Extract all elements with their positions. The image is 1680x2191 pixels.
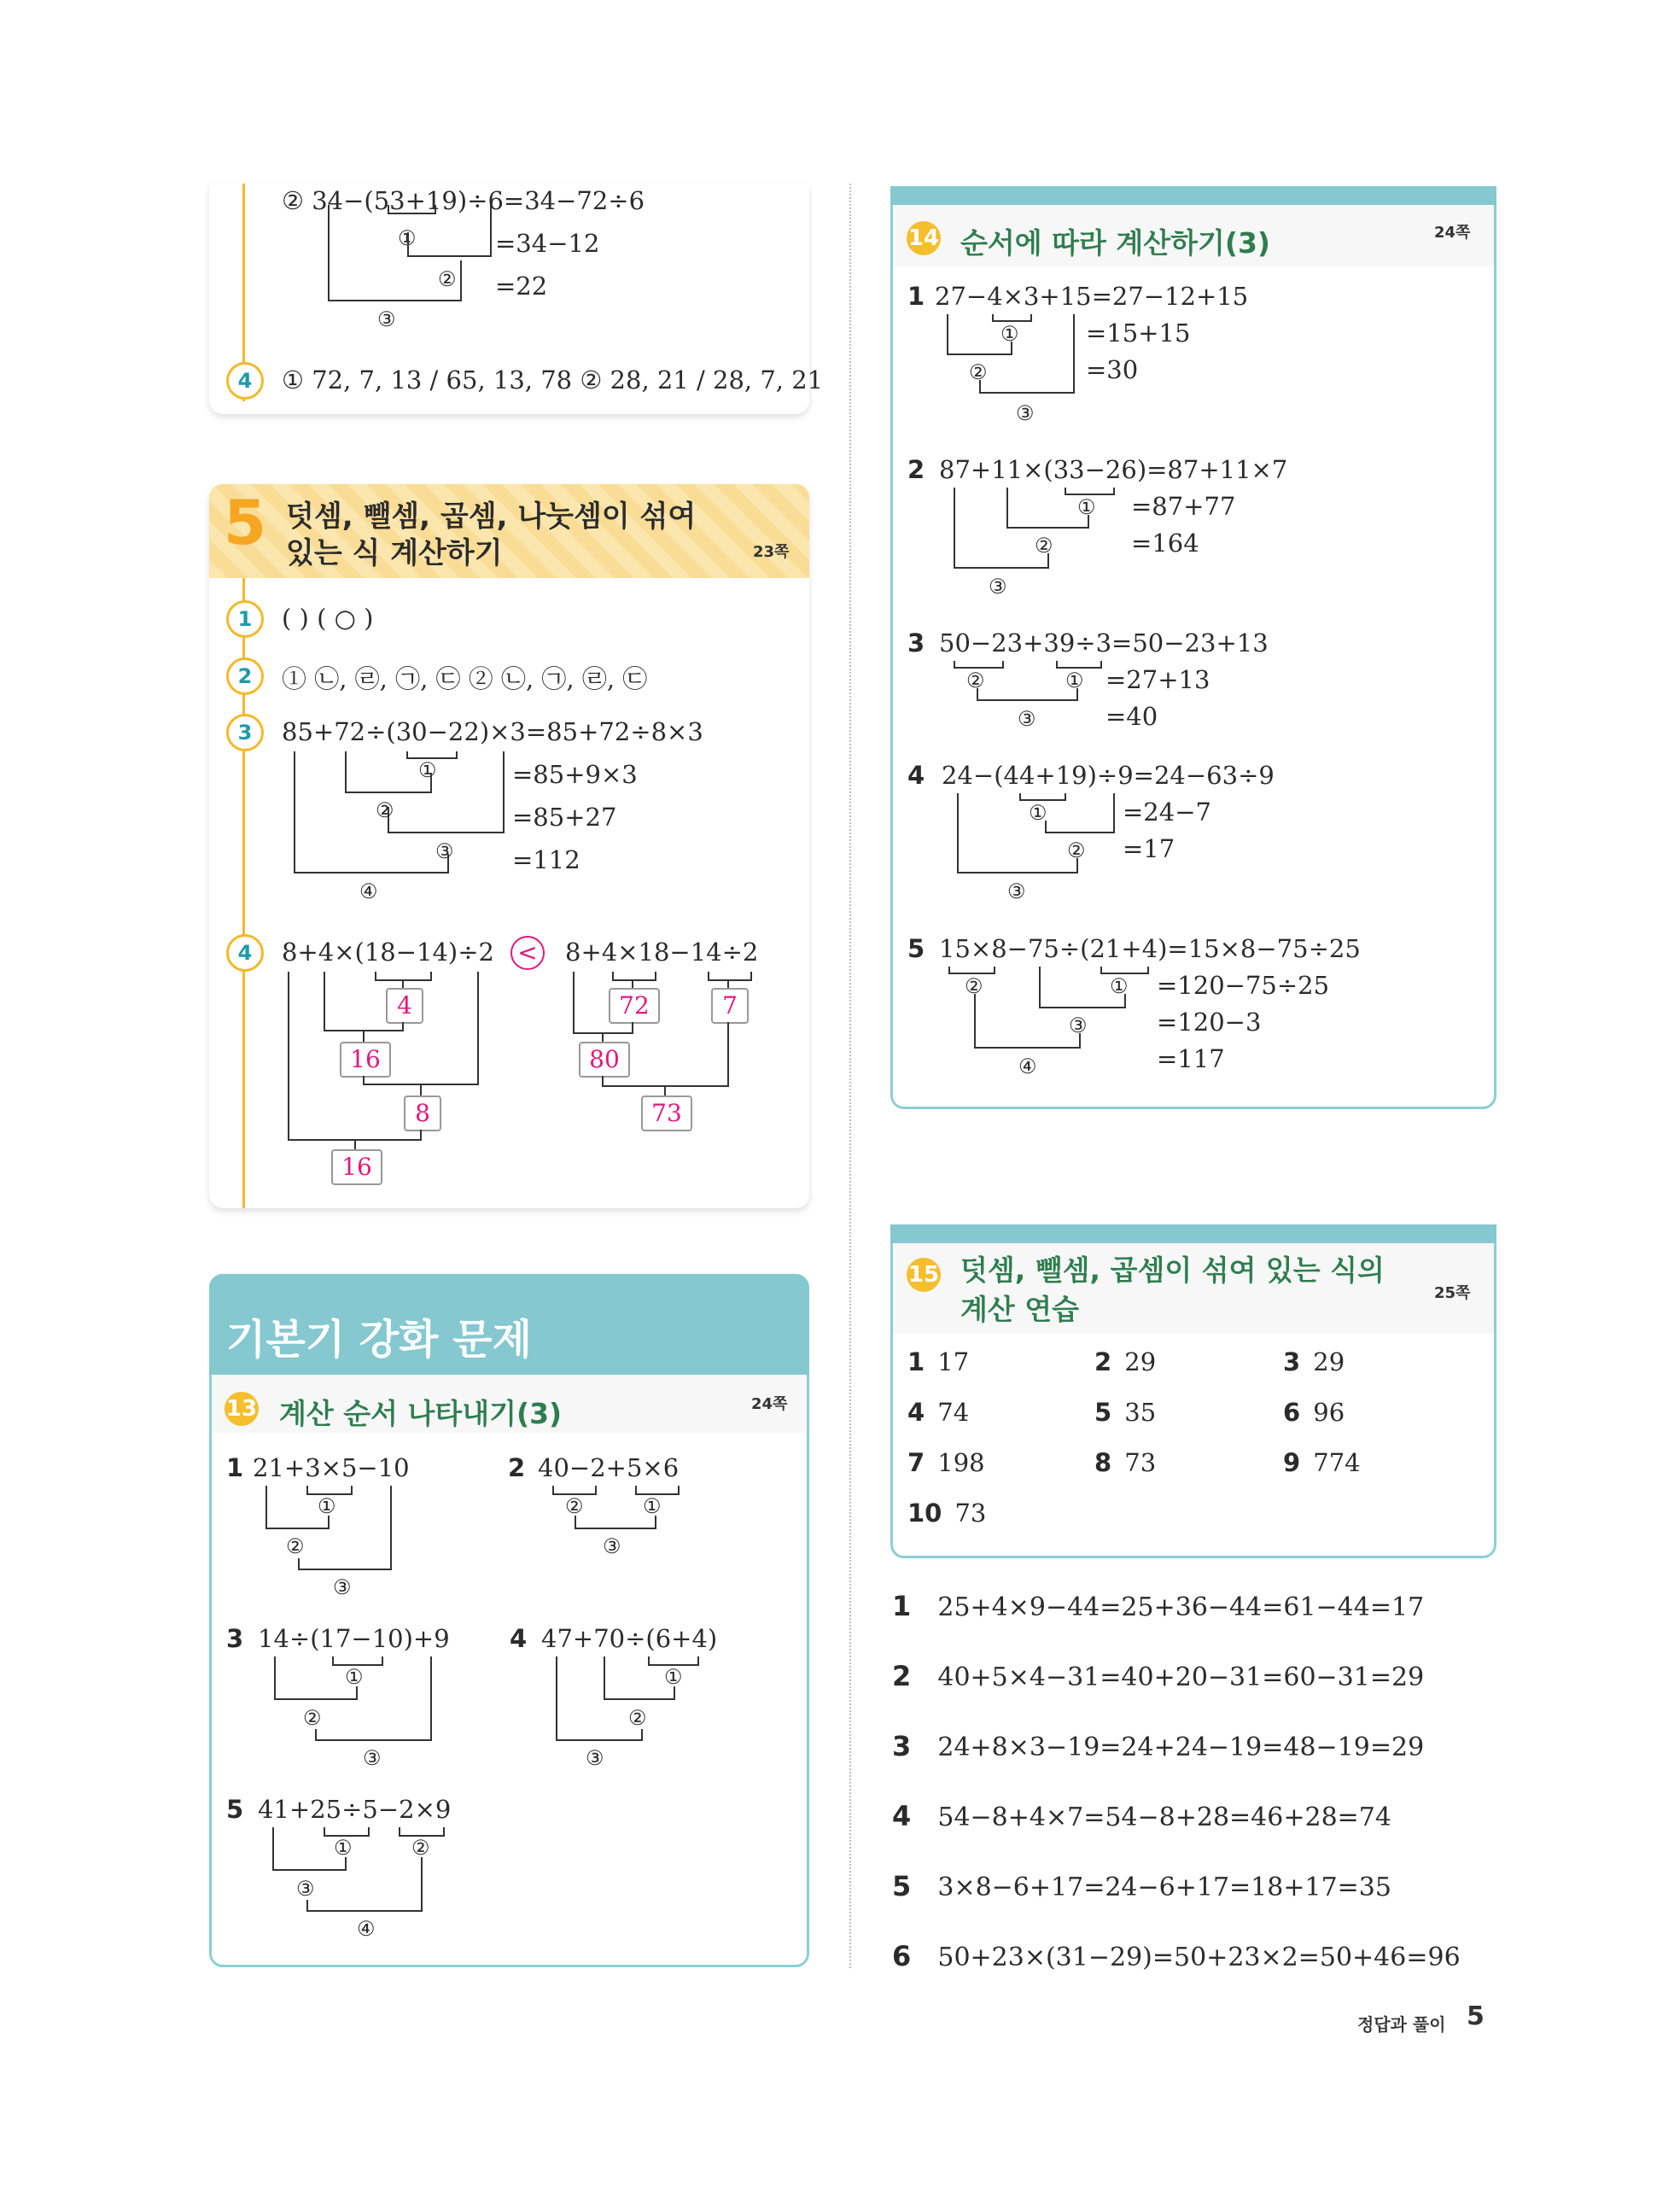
q4-right-expression: 8+4×18−14÷2: [565, 938, 759, 967]
q4-left-expression: 8+4×(18−14)÷2: [282, 938, 494, 967]
page-ref: 24쪽: [751, 1395, 788, 1413]
problem-number: 4: [510, 1624, 528, 1653]
order-mark: ①: [643, 1494, 662, 1518]
solution-number: 3: [892, 1730, 912, 1762]
problem-equation: 14÷(17−10)+9: [258, 1624, 450, 1653]
order-mark: ③: [586, 1746, 604, 1770]
answer-number: 7: [907, 1448, 925, 1477]
answer-box: 16: [331, 1149, 382, 1185]
order-mark: ③: [296, 1877, 315, 1901]
solution-equation: 24+8×3−19=24+24−19=48−19=29: [937, 1732, 1425, 1762]
step: =34−12: [495, 229, 600, 258]
problem-equation: 47+70÷(6+4): [541, 1624, 718, 1653]
page-ref: 24쪽: [1434, 224, 1471, 242]
answer-box: 72: [609, 988, 660, 1024]
solution-row: [892, 1660, 1424, 1692]
order-mark: ①: [398, 226, 417, 250]
order-mark: ③: [1007, 879, 1026, 903]
order-mark: ④: [1018, 1055, 1037, 1078]
problem-number: 2: [508, 1453, 526, 1482]
item-number-badge: 1: [226, 600, 264, 638]
step: =85+27: [512, 803, 617, 832]
section5-card: [209, 484, 809, 1208]
solution-equation: 25+4×9−44=25+36−44=61−44=17: [937, 1592, 1425, 1622]
answer-number: 5: [1094, 1398, 1112, 1427]
item-number: 1: [907, 282, 925, 311]
solution-equation: 54−8+4×7=54−8+28=46+28=74: [937, 1802, 1391, 1832]
item-number: 5: [907, 934, 925, 963]
section-number-badge: 14: [907, 221, 941, 255]
item-equation: 15×8−75÷(21+4)=15×8−75÷25: [939, 934, 1361, 963]
answer-box: 7: [711, 988, 749, 1024]
q3-equation: 85+72÷(30−22)×3=85+72÷8×3: [282, 717, 703, 746]
step: =87+77: [1131, 492, 1236, 521]
item4-answer: ① 72, 7, 13 / 65, 13, 78 ② 28, 21 / 28, 7, 21: [282, 365, 824, 394]
order-mark: ②: [966, 669, 985, 692]
q1-answer: ( ) ( ○ ): [282, 604, 374, 633]
answer-value: 29: [1313, 1347, 1345, 1376]
order-mark: ③: [435, 839, 454, 863]
item-number-badge: 4: [226, 362, 264, 400]
step: =15+15: [1086, 318, 1191, 348]
answer-number: 6: [1283, 1398, 1301, 1427]
answer-value: 29: [1124, 1347, 1157, 1376]
order-mark: ③: [1016, 401, 1035, 425]
answer-value: 198: [937, 1448, 985, 1477]
item-number-badge: 3: [226, 714, 264, 751]
section-number-badge: 15: [907, 1258, 941, 1292]
step: =112: [512, 845, 580, 874]
solution-number: 6: [892, 1940, 912, 1972]
answer-number: 9: [1283, 1448, 1301, 1477]
answer-number: 2: [1094, 1347, 1112, 1376]
step: =30: [1086, 355, 1139, 384]
step: =24−7: [1123, 798, 1211, 827]
step: =17: [1123, 834, 1175, 863]
problem-number: 5: [226, 1795, 244, 1824]
section-title: 덧셈, 뺄셈, 곱셈, 나눗셈이 섞여: [286, 500, 697, 534]
problem-number: 3: [226, 1624, 244, 1653]
order-mark: ②: [411, 1836, 430, 1860]
item-equation: 24−(44+19)÷9=24−63÷9: [942, 761, 1275, 790]
solution-number: 4: [892, 1800, 912, 1832]
answer-value: 96: [1313, 1398, 1345, 1427]
answer-item: [1094, 1448, 1156, 1477]
step: =27+13: [1105, 665, 1210, 694]
page-number: 5: [1467, 2001, 1485, 2031]
answer-item: [1094, 1398, 1156, 1427]
answer-box: 73: [641, 1096, 692, 1131]
eq-header: ② 34−(53+19)÷6=34−72÷6: [282, 186, 645, 215]
section14-top-bar: [890, 186, 1496, 205]
answer-value: 774: [1313, 1448, 1361, 1477]
answer-number: 3: [1283, 1347, 1301, 1376]
answer-item: [907, 1499, 986, 1528]
section-title: 있는 식 계산하기: [286, 536, 503, 570]
item-equation: 27−4×3+15=27−12+15: [935, 282, 1249, 311]
solution-number: 2: [892, 1660, 912, 1692]
step: =117: [1157, 1044, 1225, 1073]
order-mark: ②: [303, 1706, 322, 1730]
answer-box: 4: [386, 988, 423, 1024]
order-mark: ②: [1067, 838, 1086, 862]
solution-row: [892, 1730, 1424, 1762]
item-number-badge: 4: [226, 934, 264, 972]
order-mark: ③: [333, 1575, 352, 1599]
solution-equation: 3×8−6+17=24−6+17=18+17=35: [937, 1873, 1391, 1902]
order-mark: ①: [1065, 669, 1084, 692]
section-number: 5: [224, 487, 267, 558]
order-mark: ①: [345, 1665, 364, 1689]
item-number: 3: [907, 628, 925, 657]
solution-equation: 40+5×4−31=40+20−31=60−31=29: [937, 1662, 1425, 1692]
answer-item: [1094, 1347, 1156, 1376]
order-mark: ①: [318, 1494, 336, 1518]
q2-answer: ① ㉡, ㉣, ㉠, ㉢ ② ㉡, ㉠, ㉣, ㉢: [282, 664, 648, 693]
step: =164: [1131, 529, 1199, 558]
order-mark: ③: [989, 575, 1007, 599]
order-mark: ④: [357, 1917, 376, 1941]
order-mark: ②: [286, 1534, 305, 1558]
order-mark: ②: [628, 1706, 647, 1730]
item-equation: 50−23+39÷3=50−23+13: [939, 628, 1269, 657]
page-ref: 25쪽: [1434, 1284, 1471, 1302]
answer-item: [907, 1347, 969, 1376]
order-mark: ①: [664, 1665, 683, 1689]
order-mark: ④: [359, 879, 378, 903]
section-number-badge: 13: [225, 1392, 259, 1426]
answer-item: [1283, 1347, 1345, 1376]
item-number: 2: [907, 455, 925, 484]
problem-number: 1: [226, 1453, 244, 1482]
order-mark: ③: [603, 1534, 621, 1558]
section-title: 계산 순서 나타내기(3): [279, 1397, 563, 1430]
step: =120−3: [1157, 1008, 1262, 1037]
order-mark: ①: [418, 758, 437, 782]
step: =22: [495, 272, 548, 301]
answer-value: 73: [954, 1499, 987, 1528]
answer-number: 8: [1094, 1448, 1112, 1477]
answer-box: 80: [579, 1042, 630, 1078]
order-mark: ③: [363, 1746, 382, 1770]
answer-item: [1283, 1398, 1345, 1427]
answer-value: 17: [937, 1347, 970, 1376]
item-number-badge: 2: [226, 657, 264, 695]
solution-row: [892, 1800, 1391, 1832]
order-mark: ③: [377, 307, 396, 331]
column-divider: [849, 184, 851, 1968]
section15-top-bar: [890, 1224, 1496, 1243]
item-number: 4: [907, 761, 925, 790]
comparison-sign: <: [510, 936, 545, 970]
solution-row: [892, 1940, 1461, 1972]
problem-equation: 21+3×5−10: [253, 1453, 410, 1482]
solution-number: 1: [892, 1590, 912, 1622]
section-title: 순서에 따라 계산하기(3): [960, 226, 1271, 260]
section-title: 덧셈, 뺄셈, 곱셈이 섞여 있는 식의: [960, 1253, 1385, 1287]
order-mark: ②: [376, 798, 394, 822]
answer-item: [1283, 1448, 1361, 1477]
order-mark: ①: [1000, 322, 1019, 346]
problem-equation: 40−2+5×6: [538, 1453, 680, 1482]
order-mark: ③: [1069, 1014, 1088, 1037]
order-mark: ①: [1077, 495, 1096, 519]
answer-box: 8: [404, 1096, 441, 1131]
item-equation: 87+11×(33−26)=87+11×7: [939, 455, 1288, 484]
step: =120−75÷25: [1157, 971, 1330, 1000]
order-mark: ②: [1035, 534, 1053, 558]
solution-equation: 50+23×(31−29)=50+23×2=50+46=96: [937, 1943, 1461, 1972]
problem-equation: 41+25÷5−2×9: [258, 1795, 452, 1824]
order-mark: ③: [1018, 707, 1036, 731]
answer-number: 4: [907, 1398, 925, 1427]
step: =40: [1105, 702, 1158, 731]
order-mark: ②: [969, 360, 988, 384]
banner-title: 기본기 강화 문제: [226, 1316, 532, 1364]
answer-value: 35: [1124, 1398, 1157, 1427]
answer-item: [907, 1398, 969, 1427]
answer-number: 10: [907, 1499, 942, 1528]
order-mark: ②: [438, 267, 457, 291]
solution-row: [892, 1870, 1391, 1902]
order-mark: ②: [565, 1494, 584, 1518]
solution-row: [892, 1590, 1424, 1622]
order-mark: ①: [334, 1836, 353, 1860]
step: =85+9×3: [512, 760, 638, 789]
page-ref: 23쪽: [753, 543, 790, 561]
answer-box: 16: [340, 1042, 391, 1078]
answer-number: 1: [907, 1347, 925, 1376]
section-title: 계산 연습: [960, 1293, 1080, 1326]
solution-number: 5: [892, 1870, 912, 1902]
answer-item: [907, 1448, 985, 1477]
order-mark: ②: [965, 974, 983, 998]
order-mark: ①: [1110, 974, 1129, 998]
answer-value: 74: [937, 1398, 970, 1427]
answer-value: 73: [1124, 1448, 1157, 1477]
order-mark: ①: [1029, 801, 1047, 825]
footer-label: 정답과 풀이: [1357, 2014, 1446, 2035]
